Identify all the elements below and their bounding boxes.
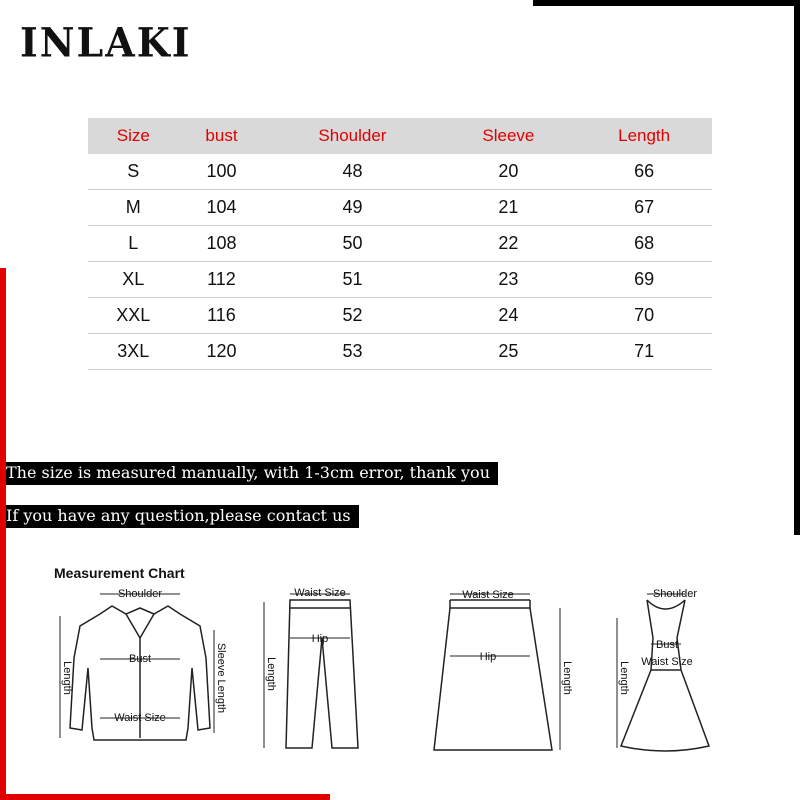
- cell-size: XL: [88, 262, 179, 298]
- cell-shoulder: 52: [264, 298, 440, 334]
- frame-left-border: [0, 268, 6, 800]
- cell-sleeve: 24: [441, 298, 577, 334]
- pants-length-label: Length: [265, 657, 277, 691]
- skirt-length-label: Length: [561, 661, 573, 695]
- shirt-waist-label: Waist Size: [114, 712, 166, 724]
- cell-sleeve: 25: [441, 334, 577, 370]
- error-note: The size is measured manually, with 1-3cm error, thank you: [6, 462, 498, 485]
- cell-sleeve: 23: [441, 262, 577, 298]
- cell-shoulder: 53: [264, 334, 440, 370]
- skirt-diagram: [430, 578, 580, 758]
- pants-hip-label: Hip: [311, 633, 329, 645]
- cell-sleeve: 20: [441, 154, 577, 190]
- cell-size: L: [88, 226, 179, 262]
- shirt-shoulder-label: Shoulder: [117, 588, 163, 600]
- dress-length-label: Length: [618, 661, 630, 695]
- cell-sleeve: 22: [441, 226, 577, 262]
- cell-shoulder: 48: [264, 154, 440, 190]
- cell-size: S: [88, 154, 179, 190]
- frame-bottom-border: [0, 794, 330, 800]
- header-length: Length: [576, 118, 712, 154]
- pants-waist-label: Waist Size: [294, 587, 346, 599]
- shirt-length-label: Length: [61, 661, 73, 695]
- dress-bust-label: Bust: [655, 639, 679, 651]
- shirt-bust-label: Bust: [128, 653, 152, 665]
- header-size: Size: [88, 118, 179, 154]
- size-table-header: [88, 118, 712, 154]
- cell-size: XXL: [88, 298, 179, 334]
- cell-bust: 112: [179, 262, 265, 298]
- dress-waist-label: Waist Size: [641, 656, 693, 668]
- cell-shoulder: 50: [264, 226, 440, 262]
- table-row: [88, 190, 712, 226]
- cell-bust: 108: [179, 226, 265, 262]
- cell-length: 71: [576, 334, 712, 370]
- cell-bust: 104: [179, 190, 265, 226]
- frame-top-border: [533, 0, 800, 6]
- header-bust: bust: [179, 118, 265, 154]
- dress-shoulder-label: Shoulder: [652, 588, 698, 600]
- table-row: [88, 154, 712, 190]
- measurement-chart-title: Measurement Chart: [54, 565, 185, 581]
- table-row: [88, 334, 712, 370]
- cell-bust: 120: [179, 334, 265, 370]
- skirt-waist-label: Waist Size: [462, 589, 514, 601]
- contact-note: If you have any question,please contact us: [6, 505, 359, 528]
- shirt-sleeve-label: Sleeve Length: [215, 642, 227, 714]
- shirt-diagram: [50, 578, 230, 758]
- table-row: [88, 226, 712, 262]
- size-table: [88, 118, 712, 370]
- frame-right-border: [794, 0, 800, 535]
- cell-bust: 100: [179, 154, 265, 190]
- cell-length: 66: [576, 154, 712, 190]
- header-shoulder: Shoulder: [264, 118, 440, 154]
- cell-shoulder: 51: [264, 262, 440, 298]
- cell-bust: 116: [179, 298, 265, 334]
- cell-length: 67: [576, 190, 712, 226]
- skirt-hip-label: Hip: [479, 651, 497, 663]
- cell-length: 68: [576, 226, 712, 262]
- cell-length: 70: [576, 298, 712, 334]
- cell-shoulder: 49: [264, 190, 440, 226]
- cell-size: M: [88, 190, 179, 226]
- header-sleeve: Sleeve: [441, 118, 577, 154]
- cell-length: 69: [576, 262, 712, 298]
- table-row: [88, 298, 712, 334]
- cell-sleeve: 21: [441, 190, 577, 226]
- table-row: [88, 262, 712, 298]
- cell-size: 3XL: [88, 334, 179, 370]
- brand-logo: INLAKI: [20, 18, 192, 67]
- dress-diagram: [605, 578, 725, 758]
- pants-diagram: [250, 578, 365, 758]
